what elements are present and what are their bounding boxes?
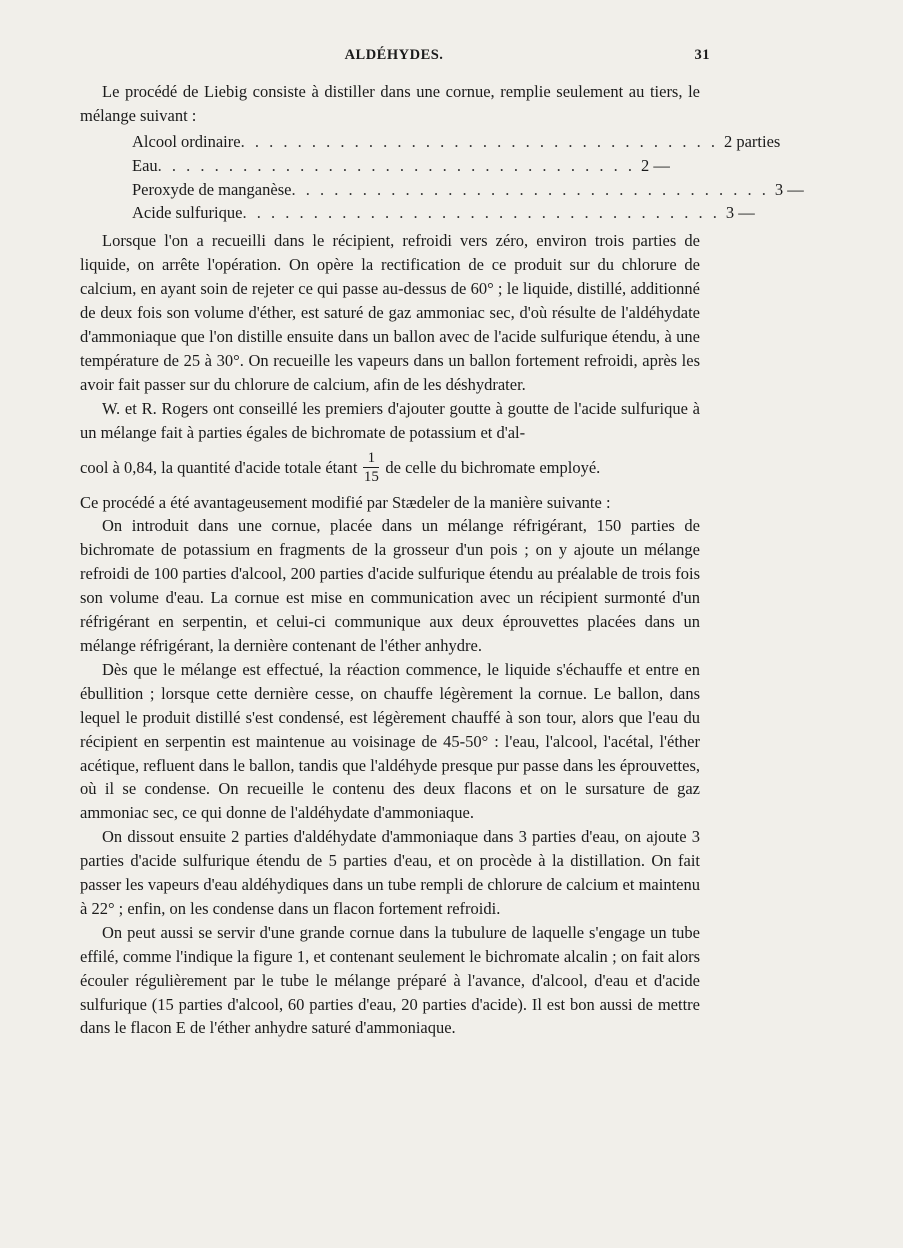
paragraph-grande-cornue: On peut aussi se servir d'une grande cornue dans la tubulure de laquelle s'engage un tube effilé, comme l'indique la figure 1, et contenant seulement le bichromate alcalin ; on fait alors écouler régulièrement par le tube le mélange préparé à l'avance, d'alcool, d'eau et d'acide sulfurique (15 parties d'alcool, 60 parties d'eau, 20 parties d'acide). Il est bon aussi de mettre dans le flacon E de l'éther anhydre saturé d'ammoniaque. — [80, 922, 700, 1038]
paragraph-rectification: Lorsque l'on a recueilli dans le récipient, refroidi vers zéro, environ trois parties de liquide, on arrête l'opération. On opère la rectification de ce produit sur du chlorure de calcium, en ayant soin de rejeter ce qui passe au-dessus de 60° ; le liquide, distillé, additionné de deux fois son volume d'éther, est saturé de gaz ammoniac sec, d'où résulte de l'aldéhydate d'ammoniaque que l'on distille ensuite dans un ballon avec de l'acide sulfurique étendu, à une température de 25 à 30°. On recueille les vapeurs dans un ballon fortement refroidi, après les avoir fait passer sur du chlorure de calcium, afin de les déshydrater. — [80, 231, 700, 394]
paragraph-reaction: Dès que le mélange est effectué, la réaction commence, le liquide s'échauffe et entre en ébullition ; lorsque cette dernière cesse, on chauffe légèrement la cornue. Le ballon, dans lequel le produit distillé s'est condensé, est légèrement chauffé à son tour, alors que l'eau du récipient en serpentin est maintenue au voisinage de 45-50° : l'eau, l'alcool, l'acétal, l'éther acétique, refluent dans le ballon, tandis que l'aldéhyde presque pur passe dans les éprouvettes, où il se condense. On recueille le contenu des deux flacons et on le sursature de gaz ammoniac sec, ce qui donne de l'aldéhydate d'ammoniaque. — [80, 659, 700, 823]
recipe-ingredient: Alcool ordinaire — [132, 131, 241, 151]
fraction-line — [80, 445, 700, 491]
recipe-quantity: 2 — — [641, 155, 670, 175]
recipe-quantity: 3 — — [725, 203, 755, 223]
page-body — [80, 80, 804, 1040]
fraction-line-before: cool à 0,84, la quantité d'acide totale étant — [80, 457, 358, 477]
recipe-ingredient: Acide sulfurique — [132, 203, 243, 223]
leader-dots: . . . . . . . . . . . . . . . . . . . . . . . . . . . . . . . . . . — [242, 203, 720, 223]
paragraph-dissolution: On dissout ensuite 2 parties d'aldéhydate d'ammoniaque dans 3 parties d'eau, on ajoute 3 parties d'acide sulfurique étendu de 5 parties d'eau, et on procède à la distillation. On fait passer les vapeurs d'eau aldéhydiques dans un tube rempli de chlorure de calcium et maintenu à 22° ; enfin, on les condense dans un flacon fortement refroidi. — [80, 827, 700, 918]
running-title: ALDÉHYDES. — [344, 47, 444, 63]
recipe-quantity: 3 — — [774, 179, 804, 199]
paragraph-cornue: On introduit dans une cornue, placée dans un mélange réfrigérant, 150 parties de bichromate de potassium en fragments de la grosseur d'un pois ; on y ajoute un mélange refroidi de 100 parties d'alcool, 200 parties d'acide sulfurique étendu au préalable de trois fois son volume d'eau. La cornue est mise en communication avec un récipient surmonté d'un réfrigérant en serpentin, et celui-ci communique aux deux éprouvettes placées dans un mélange réfrigérant, la dernière contenant de l'éther anhydre. — [80, 516, 700, 655]
page-number: 31 — [694, 47, 710, 63]
recipe-ingredient: Eau — [132, 155, 158, 175]
recipe-row — [132, 201, 755, 225]
recipe-ingredient: Peroxyde de manganèse — [132, 179, 292, 199]
paragraph-staedeler-intro: Ce procédé a été avantageusement modifié par Stædeler de la manière suivante : — [80, 492, 611, 512]
recipe-row — [132, 178, 804, 202]
recipe-row — [132, 154, 700, 178]
paragraph-rogers: W. et R. Rogers ont conseillé les premiers d'ajouter goutte à goutte de l'acide sulfurique à un mélange fait à parties égales de bichromate de potassium et d'al- — [80, 398, 700, 442]
intro-paragraph: Le procédé de Liebig consiste à distiller dans une cornue, remplie seulement au tiers, le mélange suivant : — [80, 82, 700, 125]
page-header — [78, 47, 710, 69]
leader-dots: . . . . . . . . . . . . . . . . . . . . . . . . . . . . . . . . . . — [240, 131, 718, 151]
fraction-numerator: 1 — [367, 450, 376, 467]
recipe-row — [132, 130, 781, 154]
fraction-line-after: de celle du bichromate employé. — [385, 457, 601, 477]
recipe-list — [80, 130, 804, 226]
leader-dots: . . . . . . . . . . . . . . . . . . . . . . . . . . . . . . . . . . — [291, 179, 769, 199]
fraction — [363, 449, 379, 486]
leader-dots: . . . . . . . . . . . . . . . . . . . . . . . . . . . . . . . . . . — [157, 155, 636, 175]
fraction-denominator: 15 — [363, 469, 379, 486]
recipe-quantity: 2 parties — [723, 131, 781, 151]
